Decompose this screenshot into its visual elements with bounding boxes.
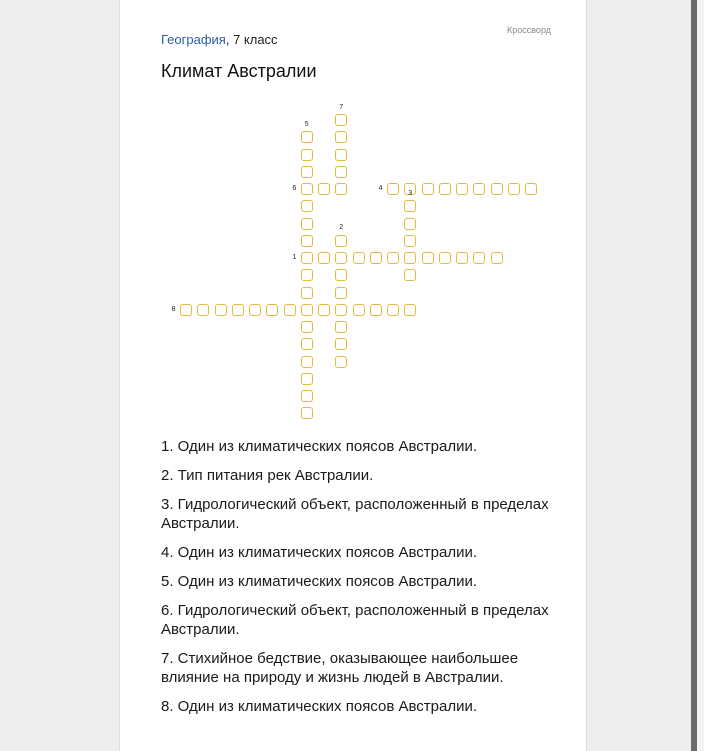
crossword-grid (120, 0, 586, 430)
crossword-cell[interactable] (301, 183, 313, 195)
crossword-cell[interactable] (335, 131, 347, 143)
crossword-cell[interactable] (335, 149, 347, 161)
crossword-cell[interactable] (439, 183, 451, 195)
crossword-cell[interactable] (318, 252, 330, 264)
crossword-cell[interactable] (404, 200, 416, 212)
crossword-cell[interactable] (491, 252, 503, 264)
clue-list (161, 437, 551, 726)
crossword-cell[interactable] (301, 131, 313, 143)
crossword-cell[interactable] (284, 304, 296, 316)
clue-number-1: 1 (292, 253, 297, 261)
crossword-cell[interactable] (301, 390, 313, 402)
crossword-cell[interactable] (249, 304, 261, 316)
crossword-cell[interactable] (301, 252, 313, 264)
clue-item: 4. Один из климатических поясов Австралии. (161, 544, 477, 561)
crossword-cell[interactable] (301, 373, 313, 385)
clue-number-2: 2 (339, 224, 344, 232)
crossword-cell[interactable] (508, 183, 520, 195)
crossword-cell[interactable] (439, 252, 451, 264)
subject-link[interactable]: География (161, 32, 226, 47)
clue-number-7: 7 (339, 103, 344, 111)
clue-number-5: 5 (304, 120, 309, 128)
clue-number-6: 6 (292, 184, 297, 192)
crossword-cell[interactable] (335, 183, 347, 195)
crossword-cell[interactable] (301, 338, 313, 350)
clue-item: 6. Гидрологический объект, расположенный в пределах Австралии. (161, 602, 549, 638)
crossword-cell[interactable] (266, 304, 278, 316)
crossword-cell[interactable] (456, 252, 468, 264)
crossword-cell[interactable] (456, 183, 468, 195)
crossword-cell[interactable] (301, 149, 313, 161)
crossword-cell[interactable] (335, 304, 347, 316)
crossword-cell[interactable] (301, 407, 313, 419)
crossword-cell[interactable] (370, 304, 382, 316)
clue-item: 1. Один из климатических поясов Австралии. (161, 438, 477, 455)
document-type-label: Кроссворд (507, 25, 551, 35)
document-page (119, 0, 587, 751)
crossword-cell[interactable] (232, 304, 244, 316)
crossword-cell[interactable] (215, 304, 227, 316)
crossword-cell[interactable] (301, 200, 313, 212)
clue-item: 8. Один из климатических поясов Австралии. (161, 698, 477, 715)
crossword-cell[interactable] (301, 235, 313, 247)
crossword-cell[interactable] (180, 304, 192, 316)
crossword-cell[interactable] (404, 252, 416, 264)
viewer-margin (697, 0, 704, 751)
crossword-cell[interactable] (525, 183, 537, 195)
crossword-cell[interactable] (318, 304, 330, 316)
crossword-cell[interactable] (335, 269, 347, 281)
crossword-cell[interactable] (335, 235, 347, 247)
crossword-cell[interactable] (301, 287, 313, 299)
crossword-cell[interactable] (335, 166, 347, 178)
clue-number-4: 4 (378, 184, 383, 192)
crossword-cell[interactable] (387, 183, 399, 195)
crossword-cell[interactable] (335, 252, 347, 264)
crossword-cell[interactable] (301, 321, 313, 333)
crossword-cell[interactable] (387, 304, 399, 316)
clue-item: 7. Стихийное бедствие, оказывающее наибольшее влияние на природу и жизнь людей в Австралии. (161, 650, 519, 686)
crossword-cell[interactable] (370, 252, 382, 264)
crossword-cell[interactable] (404, 235, 416, 247)
crossword-cell[interactable] (353, 252, 365, 264)
crossword-cell[interactable] (197, 304, 209, 316)
crossword-cell[interactable] (491, 183, 503, 195)
clue-number-8: 8 (171, 305, 176, 313)
crossword-cell[interactable] (335, 338, 347, 350)
crossword-cell[interactable] (301, 218, 313, 230)
crossword-cell[interactable] (335, 114, 347, 126)
crossword-cell[interactable] (387, 252, 399, 264)
crossword-cell[interactable] (473, 252, 485, 264)
crossword-cell[interactable] (473, 183, 485, 195)
crossword-cell[interactable] (404, 218, 416, 230)
clue-number-3: 3 (408, 189, 413, 197)
grade-label: , 7 класс (225, 32, 278, 47)
crossword-cell[interactable] (318, 183, 330, 195)
crossword-cell[interactable] (404, 304, 416, 316)
crossword-cell[interactable] (422, 183, 434, 195)
crossword-cell[interactable] (353, 304, 365, 316)
crossword-cell[interactable] (335, 356, 347, 368)
crossword-cell[interactable] (301, 304, 313, 316)
clue-item: 5. Один из климатических поясов Австралии. (161, 573, 477, 590)
page-title: Климат Австралии (161, 61, 317, 81)
crossword-cell[interactable] (301, 356, 313, 368)
crossword-cell[interactable] (335, 321, 347, 333)
crossword-cell[interactable] (301, 166, 313, 178)
crossword-cell[interactable] (301, 269, 313, 281)
clue-item: 3. Гидрологический объект, расположенный в пределах Австралии. (161, 496, 549, 532)
crossword-cell[interactable] (404, 269, 416, 281)
crossword-cell[interactable] (422, 252, 434, 264)
clue-item: 2. Тип питания рек Австралии. (161, 467, 374, 484)
crossword-cell[interactable] (335, 287, 347, 299)
